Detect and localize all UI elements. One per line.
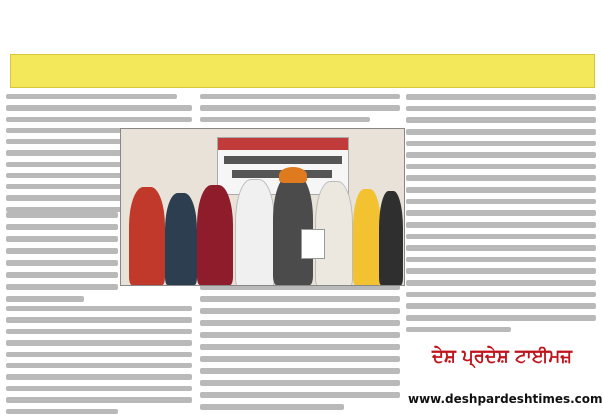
- banner-text-line: [224, 156, 342, 164]
- photo-person: [353, 189, 381, 285]
- body-column-3: [406, 94, 596, 332]
- newspaper-masthead: ਦੇਸ਼ ਪ੍ਰਦੇਸ਼ ਟਾਈਮਜ਼: [431, 346, 573, 367]
- photo-person: [165, 193, 197, 285]
- newspaper-url: www.deshpardeshtimes.com: [408, 392, 603, 406]
- banner-stripe: [218, 138, 348, 150]
- body-column-2-bottom: [200, 284, 400, 412]
- photo-person: [235, 179, 275, 286]
- photo-person: [379, 191, 403, 285]
- subheadline-banner: [10, 54, 595, 88]
- photo-person: [197, 185, 233, 285]
- body-column-2-top: [200, 94, 400, 122]
- event-photo: [120, 128, 405, 286]
- body-column-1c: [6, 306, 192, 414]
- headline: [6, 4, 597, 42]
- body-column-1b: [6, 212, 118, 306]
- photo-person: [129, 187, 165, 285]
- photo-turban: [279, 167, 307, 183]
- photo-certificate: [301, 229, 325, 259]
